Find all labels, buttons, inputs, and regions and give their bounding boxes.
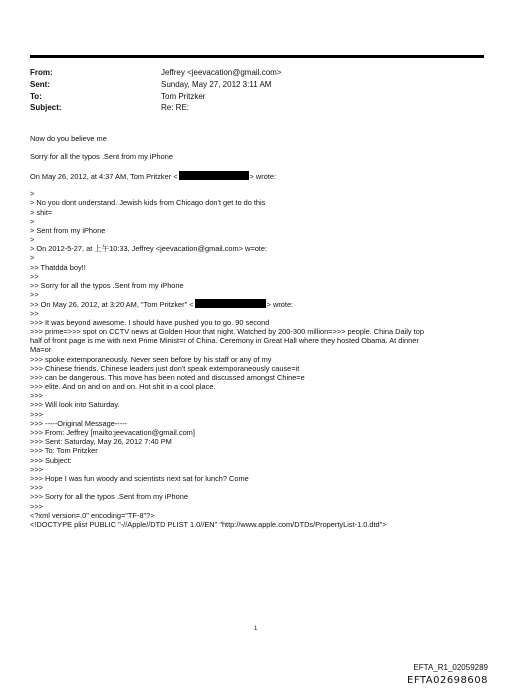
redaction-box	[195, 299, 266, 308]
from-value: Jeffrey <jeevacation@gmail.com>	[161, 68, 282, 77]
body-line: >>> elite. And on and on and on. Hot shit in a cool place.	[30, 382, 216, 392]
body-line: > Sent from my iPhone	[30, 225, 106, 235]
sent-label: Sent:	[30, 80, 50, 89]
body-line: >> Sorry for all the typos .Sent from my iPhone	[30, 281, 184, 290]
body-line: >>> -----Original Message-----	[30, 418, 128, 428]
body-line: >>> Hope I was fun woody and scientists next sat for lunch? Come	[30, 473, 249, 483]
body-line: half of front page is me with next Prime Minist=r of China. Ceremony in Great Hall where they hosted Obama. At dinner	[30, 336, 419, 346]
from-label: From:	[30, 68, 53, 77]
body-line: >	[30, 189, 35, 199]
body-line: >>> Chinese friends. Chinese leaders just don't speak extemporaneously cause=it	[30, 363, 300, 373]
body-line: > shit=	[30, 207, 53, 217]
redaction-box	[179, 171, 249, 180]
body-line: >> Thatdda boy!!	[30, 262, 86, 272]
spacer	[30, 162, 486, 171]
body-line: >>> prime=>>> spot on CCTV news at Golden Hour that night. Watched by 200-300 million=>>> people. China Daily top	[30, 326, 424, 336]
body-line: >>> Subject:	[30, 455, 72, 465]
body-line: >>>	[30, 391, 43, 401]
quoted-header-end: > wrote:	[266, 300, 294, 310]
subject-value: Re: RE:	[161, 103, 190, 112]
body-line: <?xml version=.0" encoding="TF-8"?>	[30, 510, 155, 520]
body-line: >>> It was beyond awesome. I should have pushed you to go. 90 second	[30, 317, 270, 327]
body-line: >	[30, 253, 35, 263]
body-line: >	[30, 216, 35, 226]
body-line: >>> spoke extemporaneously. Never seen before by his staff or any of my	[30, 354, 272, 364]
spacer	[30, 143, 486, 152]
subject-label: Subject:	[30, 103, 62, 112]
body-line: >	[30, 235, 35, 245]
body-line: >>> Sorry for all the typos .Sent from my iPhone	[30, 492, 188, 502]
body-line: >>>	[30, 464, 43, 474]
spacer	[30, 180, 486, 189]
bates-number-secondary: EFTA02698608	[407, 675, 488, 686]
body-line: >>> Will look into Saturday.	[30, 400, 120, 410]
body-line: Ma=or	[30, 345, 52, 355]
body-line: >>> can be dangerous. This move has been noted and discussed amongst Chine=e	[30, 372, 305, 382]
body-line: >>>	[30, 409, 43, 419]
body-line: >>> Sent: Saturday, May 26, 2012 7:40 PM	[30, 437, 172, 447]
body-line: >>	[30, 308, 39, 318]
body-line: >>	[30, 271, 39, 281]
body-line: >>>	[30, 483, 43, 493]
body-line: > No you dont understand. Jewish kids from Chicago don't get to do this	[30, 198, 266, 208]
body-line	[30, 299, 486, 308]
to-label: To:	[30, 92, 42, 101]
body-line: >>> From: Jeffrey [mailto:jeevacation@gmail.com]	[30, 428, 195, 437]
body-line: >>> To: Tom Pritzker	[30, 446, 98, 456]
page-number: 1	[254, 626, 258, 632]
header-rule	[30, 55, 484, 58]
body-line: > On 2012-5-27, at 上午10:33, Jeffrey <jeevacation@gmail.com> w=ote:	[30, 244, 268, 254]
body-line: Sorry for all the typos .Sent from my iPhone	[30, 152, 173, 162]
quoted-header-text: >> On May 26, 2012, at 3:20 AM, "Tom Pritzker" <	[30, 300, 194, 310]
bates-number-primary: EFTA_R1_02059289	[413, 663, 488, 672]
reply-header-text: On May 26, 2012, at 4:37 AM, Tom Pritzker <	[30, 171, 178, 181]
body-line: <!DOCTYPE plist PUBLIC "-//Apple//DTD PLIST 1.0//EN" "http://www.apple.com/DTDs/PropertyList-1.0.dtd">	[30, 519, 387, 529]
email-body	[30, 134, 486, 529]
body-line	[30, 171, 486, 180]
body-line: Now do you believe me	[30, 134, 107, 143]
body-line: >>>	[30, 501, 43, 511]
reply-header-end: > wrote:	[249, 171, 277, 181]
sent-value: Sunday, May 27, 2012 3:11 AM	[161, 80, 272, 89]
to-value: Tom Pritzker	[161, 92, 206, 101]
body-line: >>	[30, 290, 39, 300]
